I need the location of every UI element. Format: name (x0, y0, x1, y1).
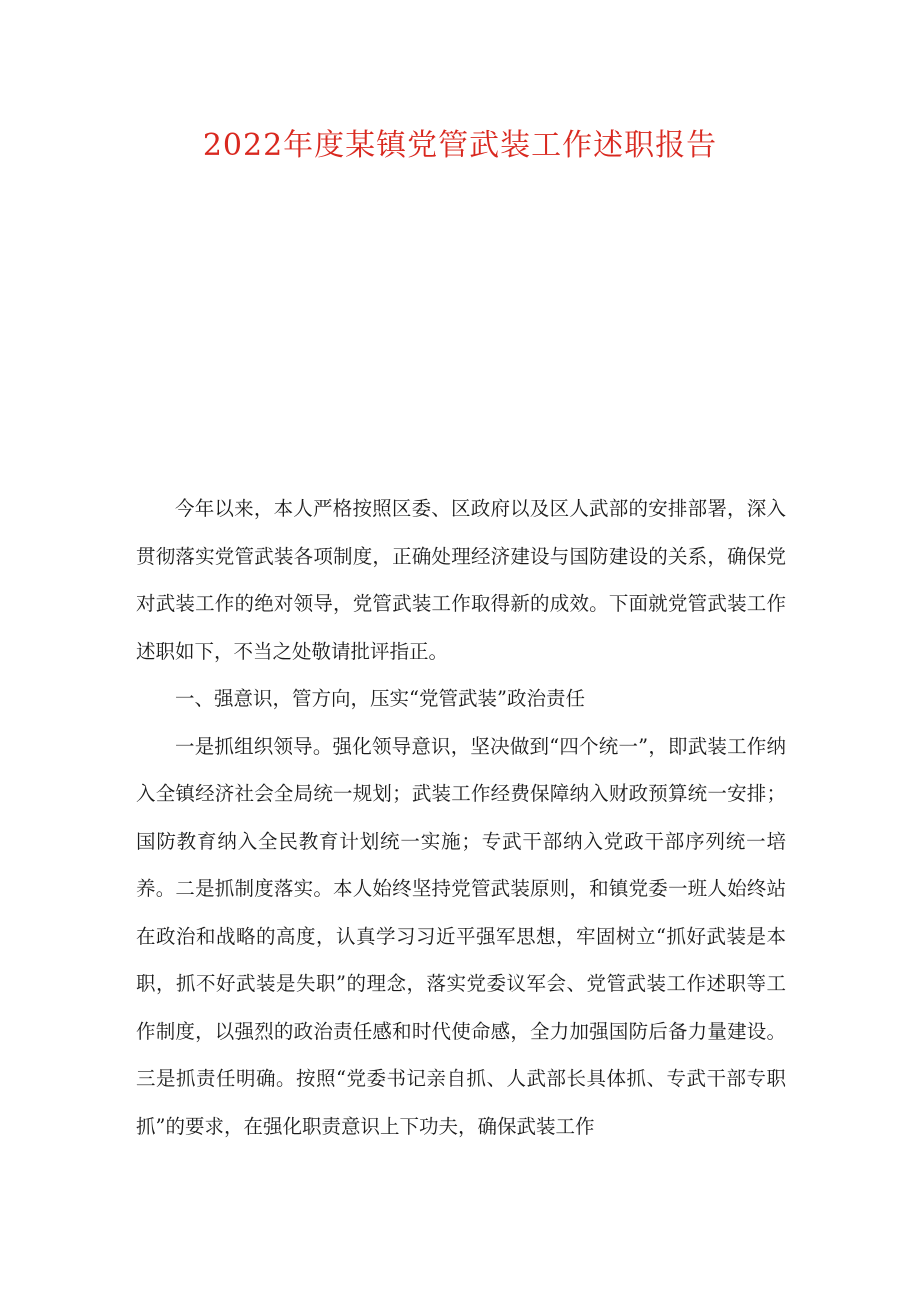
paragraph-intro: 今年以来，本人严格按照区委、区政府以及区人武部的安排部署，深入贯彻落实党管武装各项制度，正确处理经济建设与国防建设的关系，确保党对武装工作的绝对领导，党管武装工作取得新的成效。下面就党管武装工作述职如下，不当之处敬请批评指正。 (136, 497, 786, 663)
document-body (136, 485, 786, 1150)
document-title: 2022年度某镇党管武装工作述职报告 (202, 128, 718, 163)
section-heading: 一、强意识，管方向，压实“党管武装”政治责任 (175, 687, 585, 710)
paragraph-section-one: 一是抓组织领导。强化领导意识，坚决做到“四个统一”，即武装工作纳入全镇经济社会全局统一规划；武装工作经费保障纳入财政预算统一安排；国防教育纳入全民教育计划统一实施；专武干部纳入党政干部序列统一培养。二是抓制度落实。本人始终坚持党管武装原则，和镇党委一班人始终站在政治和战略的高度，认真学习习近平强军思想，牢固树立“抓好武装是本职，抓不好武装是失职”的理念，落实党委议军会、党管武装工作述职等工作制度，以强烈的政治责任感和时代使命感，全力加强国防后备力量建设。三是抓责任明确。按照“党委书记亲自抓、人武部长具体抓、专武干部专职抓”的要求，在强化职责意识上下功夫，确保武装工作 (136, 734, 786, 1138)
